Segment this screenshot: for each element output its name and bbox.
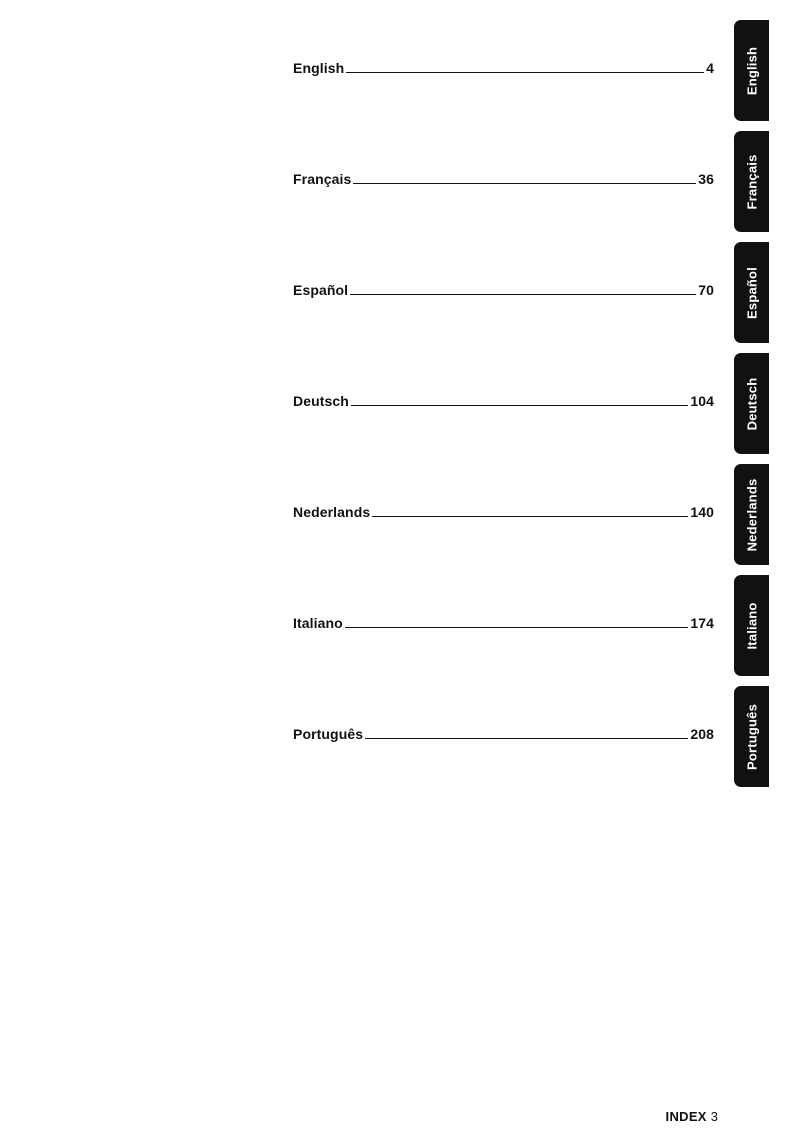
toc-leader-line bbox=[345, 627, 689, 628]
toc-leader-line bbox=[346, 72, 704, 73]
tab-espanol[interactable] bbox=[734, 242, 769, 343]
tab-portugues[interactable] bbox=[734, 686, 769, 787]
tab-nederlands[interactable] bbox=[734, 464, 769, 565]
toc-entry-page: 36 bbox=[698, 171, 714, 187]
toc-leader-line bbox=[365, 738, 688, 739]
toc-entry-label: English bbox=[293, 60, 345, 76]
toc-entry-page: 4 bbox=[706, 60, 714, 76]
toc-entry-francais[interactable] bbox=[293, 161, 714, 187]
toc-entry-page: 70 bbox=[698, 282, 714, 298]
tab-label: Português bbox=[744, 703, 759, 770]
toc-leader-line bbox=[372, 516, 688, 517]
toc-entry-page: 140 bbox=[690, 504, 714, 520]
tab-label: Español bbox=[744, 266, 759, 319]
table-of-contents bbox=[293, 0, 714, 800]
toc-leader-line bbox=[350, 294, 696, 295]
toc-entry-english[interactable] bbox=[293, 50, 714, 76]
toc-entry-deutsch[interactable] bbox=[293, 383, 714, 409]
toc-entry-label: Deutsch bbox=[293, 393, 349, 409]
tab-italiano[interactable] bbox=[734, 575, 769, 676]
toc-entry-page: 208 bbox=[690, 726, 714, 742]
toc-entry-italiano[interactable] bbox=[293, 605, 714, 631]
toc-leader-line bbox=[353, 183, 696, 184]
toc-entry-label: Nederlands bbox=[293, 504, 371, 520]
tab-label: Français bbox=[744, 153, 759, 210]
toc-entry-label: Français bbox=[293, 171, 352, 187]
toc-entry-nederlands[interactable] bbox=[293, 494, 714, 520]
toc-entry-page: 104 bbox=[690, 393, 714, 409]
toc-entry-label: Italiano bbox=[293, 615, 343, 631]
language-tabs bbox=[734, 0, 770, 800]
toc-entry-espanol[interactable] bbox=[293, 272, 714, 298]
tab-deutsch[interactable] bbox=[734, 353, 769, 454]
toc-entry-label: Español bbox=[293, 282, 349, 298]
footer-index-label: INDEX bbox=[665, 1109, 707, 1124]
tab-label: English bbox=[744, 46, 759, 95]
tab-label: Italiano bbox=[744, 601, 759, 650]
toc-entry-label: Português bbox=[293, 726, 364, 742]
toc-entry-portugues[interactable] bbox=[293, 716, 714, 742]
tab-english[interactable] bbox=[734, 20, 769, 121]
toc-entry-page: 174 bbox=[690, 615, 714, 631]
tab-francais[interactable] bbox=[734, 131, 769, 232]
toc-leader-line bbox=[351, 405, 688, 406]
footer-page-number: 3 bbox=[710, 1109, 718, 1124]
page-footer bbox=[666, 1109, 718, 1124]
tab-label: Nederlands bbox=[744, 478, 759, 551]
tab-label: Deutsch bbox=[744, 377, 759, 430]
